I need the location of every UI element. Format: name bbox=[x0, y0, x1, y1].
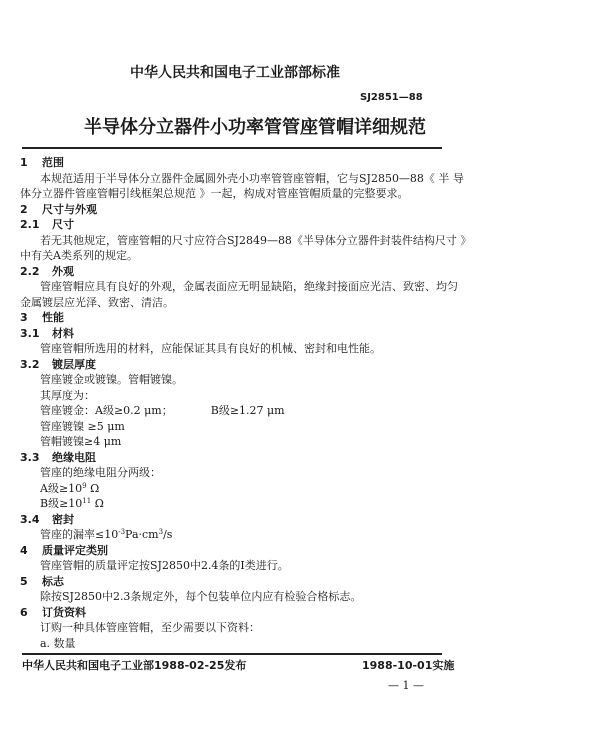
page-number: — 1 — bbox=[388, 679, 424, 692]
grade-b-resistance: B级$\ge 10^{11}$ Ω bbox=[40, 497, 104, 510]
section-2-heading: 2 尺寸与外观 bbox=[20, 202, 97, 216]
standard-code: SJ2851—88 bbox=[360, 92, 423, 103]
section-3-2-heading: 3.2 镀层厚度 bbox=[20, 357, 96, 371]
order-item-quantity: a. 数量 bbox=[40, 636, 76, 650]
issuing-authority: 中华人民共和国电子工业部部标准 bbox=[130, 65, 340, 81]
section-1-text: 本规范适用于半导体分立器件金属圆外壳小功率管管座管帽，它与SJ2850—88《 半 导 bbox=[40, 171, 464, 185]
section-3-1-text: 管座管帽所选用的材料，应能保证其具有良好的机械、密封和电性能。 bbox=[40, 342, 381, 355]
section-3-3-heading: 3.3 绝缘电阻 bbox=[20, 450, 96, 464]
effective-date: 1988-10-01实施 bbox=[362, 659, 455, 672]
section-4-heading: 4 质量评定类别 bbox=[20, 543, 108, 557]
section-5-text: 除按SJ2850中2.3条规定外，每个包装单位内应有检验合格标志。 bbox=[40, 590, 362, 603]
section-6-heading: 6 订货资料 bbox=[20, 605, 86, 619]
gold-plating-thickness: 管座镀金：A级≥0.2 μm； B级≥1.27 μm bbox=[40, 404, 285, 417]
document-body bbox=[20, 155, 472, 651]
section-2-2-text: 管座管帽应具有良好的外观，金属表面应无明显缺陷，绝缘封接面应光洁、致密、均匀 bbox=[40, 280, 458, 293]
section-2-1-text: 若无其他规定，管座管帽的尺寸应符合SJ2849—88《半导体分立器件封装件结构尺寸 》 bbox=[40, 233, 472, 247]
document-title: 半导体分立器件小功率管管座管帽详细规范 bbox=[84, 117, 426, 138]
grade-a-resistance: A级$\ge 10^9$ Ω bbox=[40, 481, 100, 495]
section-2-1-heading: 2.1 尺寸 bbox=[20, 218, 74, 231]
section-2-2-heading: 2.2 外观 bbox=[20, 264, 74, 278]
section-3-2-text: 其厚度为： bbox=[40, 388, 95, 402]
section-6-text: 订购一种具体管座管帽，至少需要以下资料： bbox=[40, 621, 260, 634]
section-2-1-text: 中有关A类系列的规定。 bbox=[20, 249, 138, 262]
header-rule bbox=[22, 147, 442, 149]
section-3-3-text: 管座的绝缘电阻分两级： bbox=[40, 466, 161, 479]
issue-date: 中华人民共和国电子工业部1988-02-25发布 bbox=[22, 659, 247, 672]
section-3-1-heading: 3.1 材料 bbox=[20, 326, 74, 340]
section-4-text: 管座管帽的质量评定按SJ2850中2.4条的Ⅰ类进行。 bbox=[40, 559, 289, 572]
section-3-heading: 3 性能 bbox=[20, 311, 64, 324]
section-3-2-text: 管座镀镍 ≥5 μm bbox=[40, 419, 125, 433]
section-1-text: 体分立器件管座管帽引线框架总规范 》一起，构成对管座管帽质量的完整要求。 bbox=[20, 187, 409, 200]
section-3-4-heading: 3.4 密封 bbox=[20, 512, 74, 526]
section-1-heading: 1 范围 bbox=[20, 156, 64, 169]
section-3-2-text: 管帽镀镍≥4 μm bbox=[40, 435, 122, 448]
leak-rate: 管座的漏率$\le 10^{-3}Pa\cdot cm^3/s$ bbox=[40, 528, 173, 541]
footer-rule bbox=[22, 653, 442, 655]
section-3-2-text: 管座镀金或镀镍。管帽镀镍。 bbox=[40, 373, 183, 386]
section-5-heading: 5 标志 bbox=[20, 574, 64, 588]
section-2-2-text: 金属镀层应光泽、致密、清洁。 bbox=[20, 295, 174, 309]
